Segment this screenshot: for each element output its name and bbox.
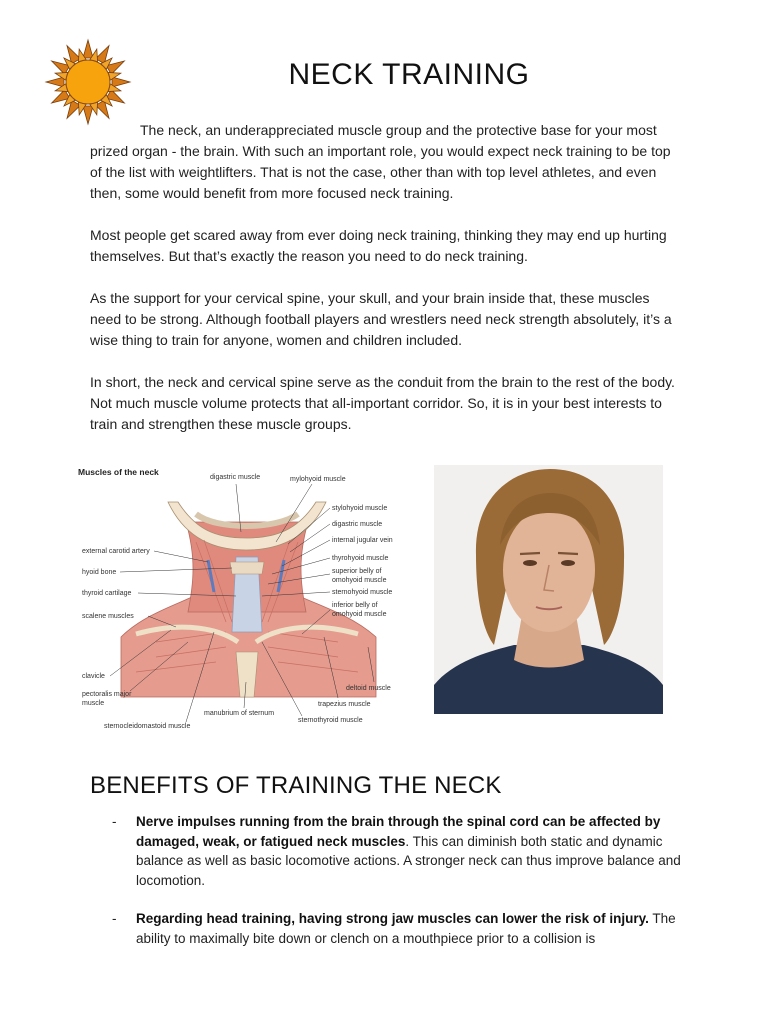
label-hyoid: hyoid bone: [82, 569, 117, 576]
bullet-dash: -: [112, 911, 117, 926]
label-manubrium: manubrium of sternum: [204, 710, 275, 717]
label-stylohyoid: stylohyoid muscle: [332, 505, 388, 512]
label-omohyoid-1: omohyoid muscle: [332, 577, 387, 584]
label-pectoralis-1: pectoralis major: [82, 691, 132, 698]
diagram-heading: Muscles of the neck: [78, 467, 159, 477]
label-superior-belly: superior belly of: [332, 568, 382, 575]
bullet-dash: -: [112, 814, 117, 829]
label-omohyoid-2: omohyoid muscle: [332, 611, 387, 618]
neck-muscles-diagram: [76, 462, 408, 732]
label-digastric-top: digastric muscle: [210, 474, 261, 481]
face-shape: [503, 508, 595, 632]
paragraph-2: Most people get scared away from ever doing neck training, thinking they may end up hurting themselves. But that’s exactly the reason you need to do neck training.: [90, 227, 667, 264]
hyoid-shape: [230, 562, 264, 574]
benefits-list: [112, 812, 692, 967]
bullet-text: The ability to maximally bite down or clench on a mouthpiece prior to a collision is: [136, 911, 676, 946]
eye-right-shape: [561, 560, 575, 566]
bullet-text: . This can diminish both static and dynamic balance as well as basic locomotive actions. A stronger neck can thus improve balance and locomotion.: [136, 833, 681, 888]
list-item: [112, 812, 692, 890]
section-title: BENEFITS OF TRAINING THE NECK: [90, 772, 502, 799]
eye-left-shape: [523, 560, 537, 566]
label-internal-jugular: internal jugular vein: [332, 537, 393, 544]
label-digastric: digastric muscle: [332, 521, 383, 528]
intro-text: [90, 120, 680, 456]
athlete-portrait: [434, 465, 663, 714]
teeth-shape: [196, 514, 298, 526]
label-thyrohyoid: thyrohyoid muscle: [332, 555, 389, 562]
label-scalene: scalene muscles: [82, 613, 134, 620]
label-deltoid: deltoid muscle: [346, 685, 391, 692]
bullet-bold-text: Nerve impulses running from the brain through the spinal cord can be affected by damaged, weak, or fatigued neck muscles: [136, 814, 661, 849]
label-sternocleidomastoid: sternocleidomastoid muscle: [104, 723, 191, 730]
label-clavicle: clavicle: [82, 673, 105, 680]
list-item: [112, 909, 692, 948]
label-trapezius: trapezius muscle: [318, 701, 371, 708]
label-sternohyoid: sternohyoid muscle: [332, 589, 393, 596]
paragraph-3: As the support for your cervical spine, your skull, and your brain inside that, these muscles need to be strong. Although football players and wrestlers need neck strength absolutely, it’s a wise thing to train for anyone, women and children included.: [90, 290, 672, 348]
label-mylohyoid: mylohyoid muscle: [290, 476, 346, 483]
paragraph-1: The neck, an underappreciated muscle group and the protective base for your most prized organ - the brain. With such an important role, you would expect neck training to be top of the list with weightlifters. That is not the case, other than with top level athletes, and even then, some would benefit from more focused neck training.: [90, 122, 671, 201]
label-external-carotid: external carotid artery: [82, 548, 150, 555]
label-pectoralis-2: muscle: [82, 700, 105, 707]
label-inferior-belly: inferior belly of: [332, 602, 378, 609]
label-thyroid: thyroid cartilage: [82, 590, 132, 597]
paragraph-4: In short, the neck and cervical spine serve as the conduit from the brain to the rest of the body. Not much muscle volume protects that all-important corridor. So, it is in your best interests to train and strengthen these muscle groups.: [90, 374, 675, 432]
bullet-bold-text: Regarding head training, having strong jaw muscles can lower the risk of injury.: [136, 911, 649, 926]
sternum-shape: [236, 652, 258, 697]
label-sternothyroid: sternothyroid muscle: [298, 717, 363, 724]
page-title: NECK TRAINING: [288, 58, 530, 91]
